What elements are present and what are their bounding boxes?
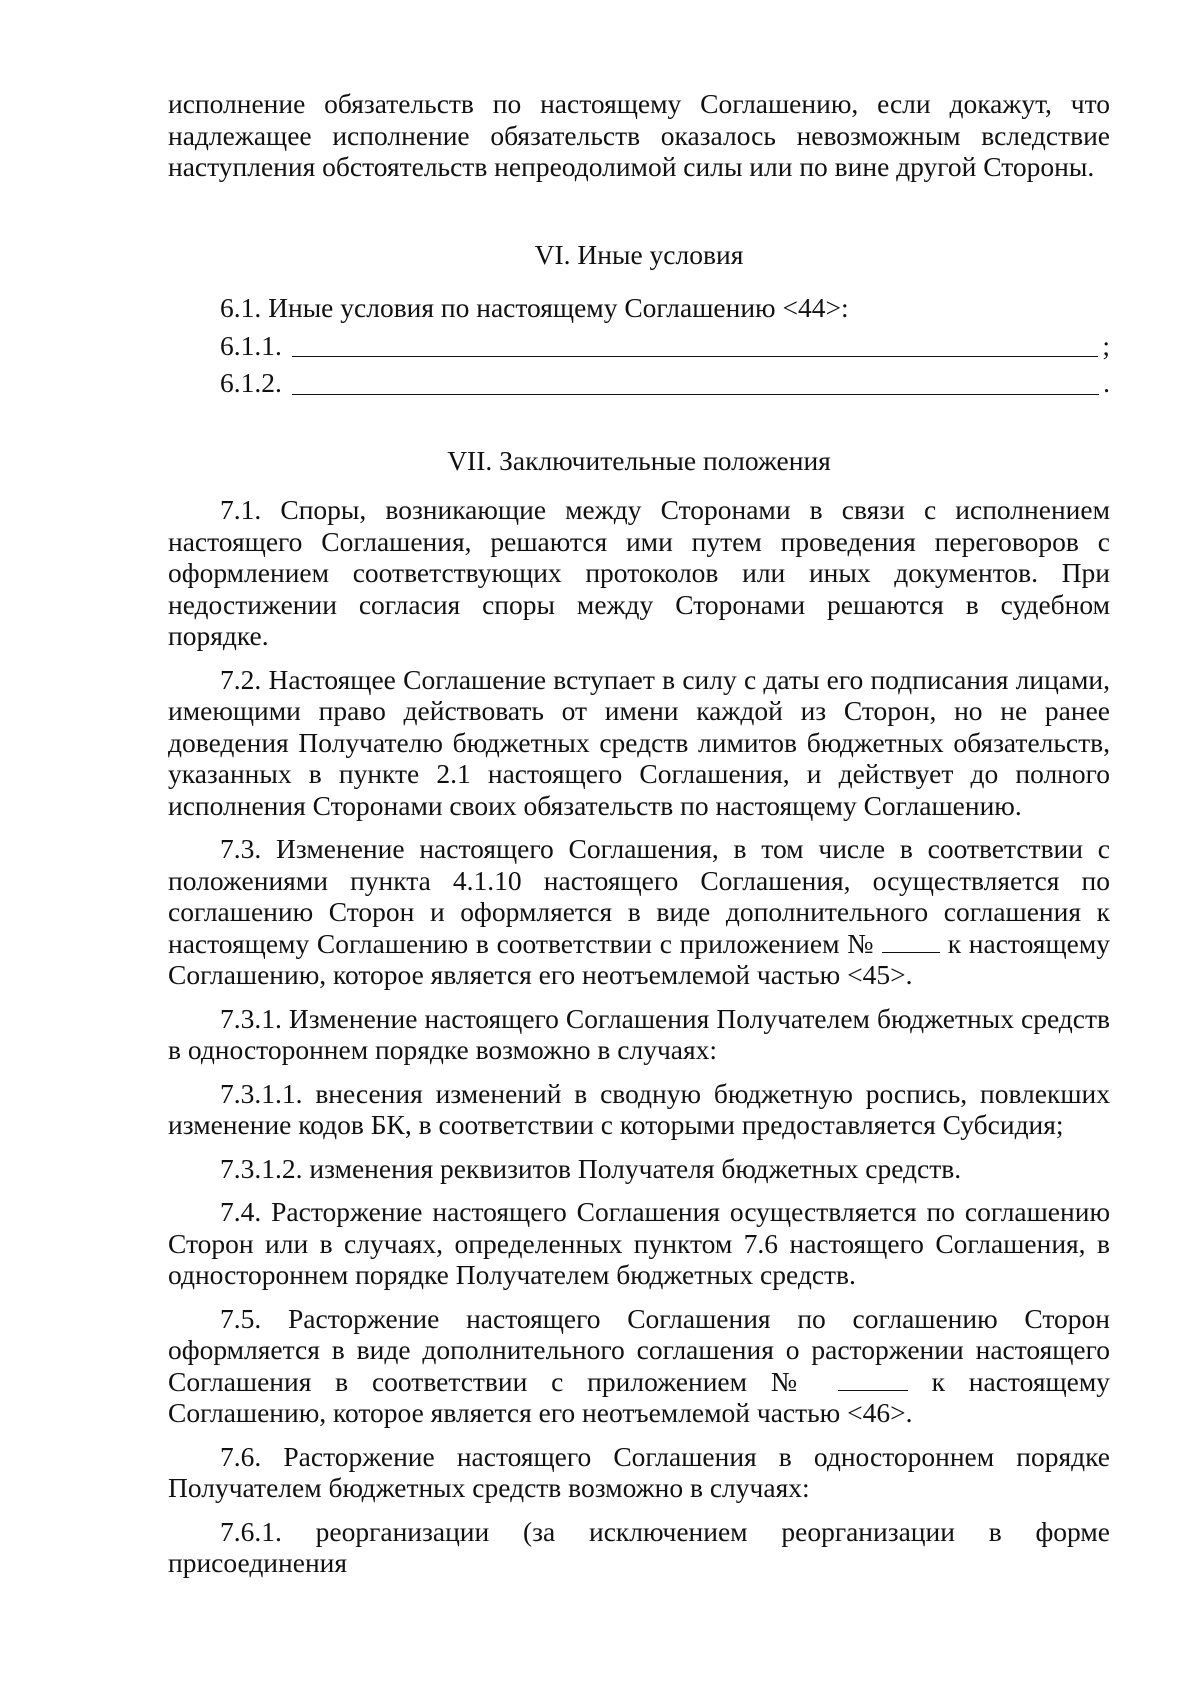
clause-7-3-text-end: к настоящему Соглашению, которое является его неотъемлемой частью <45>. bbox=[168, 927, 1110, 990]
clause-7-3 bbox=[168, 833, 1110, 991]
clause-7-2: 7.2. Настоящее Соглашение вступает в силу с даты его подписания лицами, имеющими право действовать от имени каждой из Сторон, но не ранее доведения Получателю бюджетных средств лимитов бюджетных обязательств, указанных в пункте 2.1 настоящего Соглашения, и действует до полного исполнения Сторонами своих обязательств по настоящему Соглашению. bbox=[168, 663, 1110, 821]
clause-7-5 bbox=[168, 1303, 1110, 1429]
clause-7-5-text-end: к настоящему Соглашению, которое является его неотъемлемой частью <46>. bbox=[168, 1365, 1111, 1428]
appendix-number-blank[interactable] bbox=[882, 932, 940, 953]
clause-7-3-1: 7.3.1. Изменение настоящего Соглашения Получателем бюджетных средств в одностороннем порядке возможно в случаях: bbox=[168, 1002, 1110, 1065]
clause-7-3-1-2: 7.3.1.2. изменения реквизитов Получателя бюджетных средств. bbox=[220, 1152, 962, 1184]
clause-7-6-1: 7.6.1. реорганизации (за исключением реорганизации в форме присоединения bbox=[168, 1515, 1110, 1578]
clause-6-1-1-fill-line[interactable] bbox=[292, 334, 1098, 357]
clause-7-1: 7.1. Споры, возникающие между Сторонами в связи с исполнением настоящего Соглашения, решаются ими путем проведения переговоров с оформлением соответствующих протоколов или иных документов. При недостижении согласия споры между Сторонами решаются в судебном порядке. bbox=[168, 494, 1110, 651]
clause-7-3-text-start: 7.3. Изменение настоящего Соглашения, в том числе в соответствии с положениями пункта 4.1.10 настоящего Соглашения, осуществляется по соглашению Сторон и оформляется в виде дополнительного соглашения к настоящему Соглашению в соответствии с приложением № bbox=[168, 833, 1110, 959]
clause-6-1-2-end: . bbox=[1103, 367, 1110, 398]
section-6-heading: VI. Иные условия bbox=[534, 238, 744, 270]
clause-6-1-2 bbox=[168, 367, 1110, 399]
clause-7-4: 7.4. Расторжение настоящего Соглашения осуществляется по соглашению Сторон или в случаях, определенных пунктом 7.6 настоящего Соглашения, в одностороннем порядке Получателем бюджетных средств. bbox=[168, 1196, 1110, 1290]
clause-6-1: 6.1. Иные условия по настоящему Соглашению <44>: bbox=[220, 292, 849, 323]
clause-7-3-1-1: 7.3.1.1. внесения изменений в сводную бюджетную роспись, повлекших изменение кодов БК, в соответствии с которыми предоставляется Субсидия; bbox=[168, 1077, 1110, 1140]
clause-6-1-1-label: 6.1.1. bbox=[220, 329, 282, 361]
clause-6-1-2-label: 6.1.2. bbox=[220, 367, 282, 398]
clause-7-5-text-start: 7.5. Расторжение настоящего Соглашения по соглашению Сторон оформляется в виде дополнительного соглашения о расторжении настоящего Соглашения в соответствии с приложением № bbox=[168, 1302, 1110, 1397]
termination-appendix-number-blank[interactable] bbox=[838, 1370, 908, 1391]
clause-7-6: 7.6. Расторжение настоящего Соглашения в одностороннем порядке Получателем бюджетных средств возможно в случаях: bbox=[168, 1440, 1110, 1503]
intro-paragraph: исполнение обязательств по настоящему Соглашению, если докажут, что надлежащее исполнение обязательств оказалось невозможным вследствие наступления обстоятельств непреодолимой силы или по вине другой Стороны. bbox=[168, 88, 1110, 182]
section-7-heading: VII. Заключительные положения bbox=[447, 444, 831, 476]
clause-6-1-2-fill-line[interactable] bbox=[292, 372, 1099, 395]
clause-6-1-1 bbox=[168, 330, 1110, 362]
clause-6-1-1-end: ; bbox=[1102, 329, 1110, 361]
